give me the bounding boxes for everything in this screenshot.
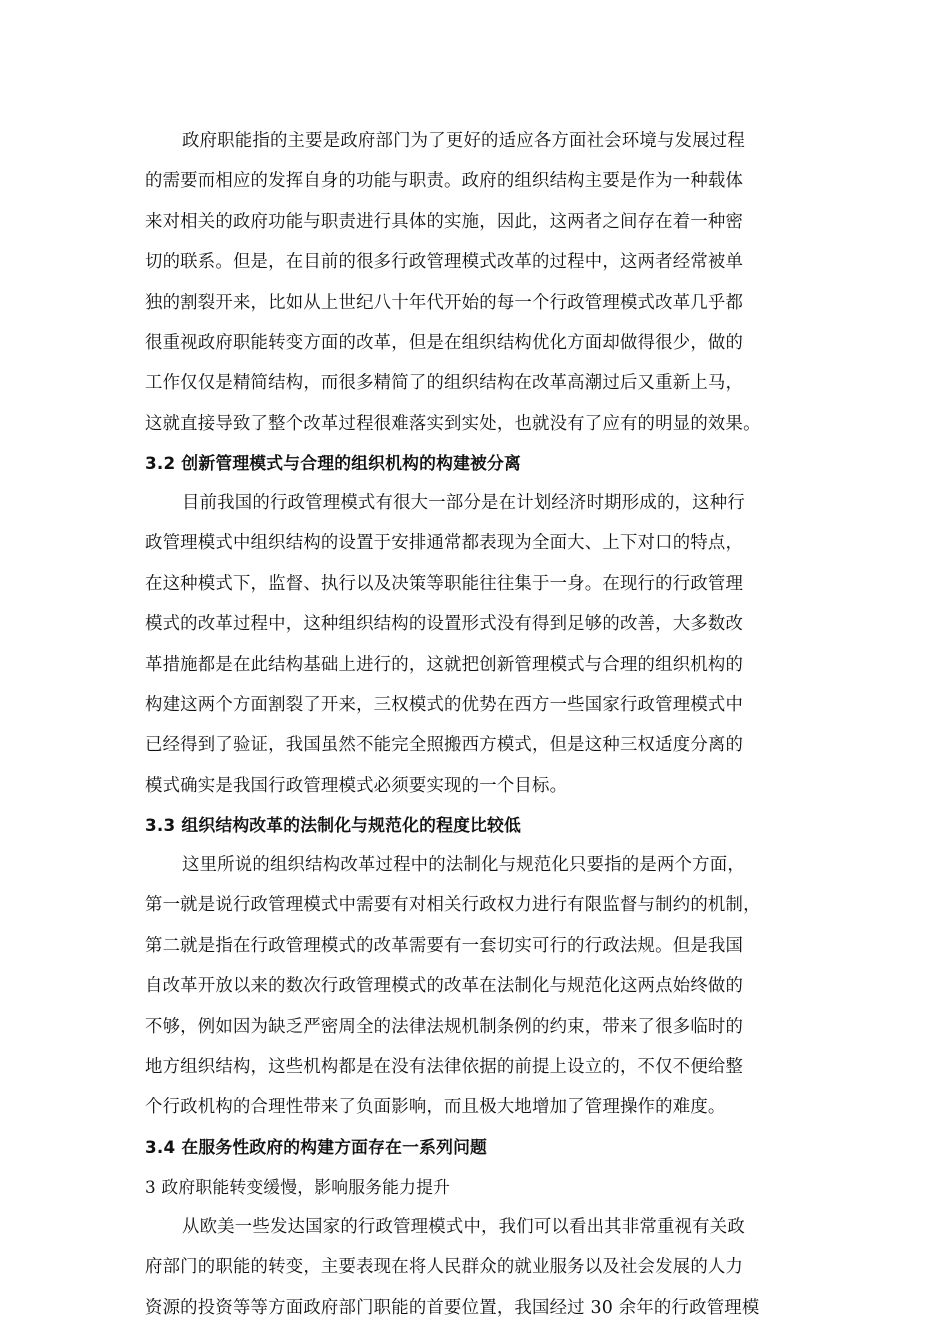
paragraph-3-line-4: 自改革开放以来的数次行政管理模式的改革在法制化与规范化这两点始终做的: [145, 976, 744, 996]
paragraph-1-line-7: 工作仅仅是精简结构，而很多精简了的组织结构在改革高潮过后又重新上马，: [145, 373, 744, 393]
paragraph-2-line-1: 目前我国的行政管理模式有很大一部分是在计划经济时期形成的，这种行: [182, 493, 745, 513]
paragraph-4-line-1: 从欧美一些发达国家的行政管理模式中，我们可以看出其非常重视有关政: [182, 1217, 745, 1237]
paragraph-1-line-4: 切的联系。但是，在目前的很多行政管理模式改革的过程中，这两者经常被单: [145, 252, 744, 272]
subsection-heading-3: 3 政府职能转变缓慢，影响服务能力提升: [145, 1177, 451, 1197]
paragraph-2-line-3: 在这种模式下，监督、执行以及决策等职能往往集于一身。在现行的行政管理: [145, 574, 744, 594]
paragraph-4-line-2: 府部门的职能的转变，主要表现在将人民群众的就业服务以及社会发展的人力: [145, 1257, 744, 1277]
paragraph-3-line-2: 第一就是说行政管理模式中需要有对相关行政权力进行有限监督与制约的机制，: [145, 895, 761, 915]
paragraph-2-line-2: 政管理模式中组织结构的设置于安排通常都表现为全面大、上下对口的特点，: [145, 533, 744, 553]
paragraph-1-line-2: 的需要而相应的发挥自身的功能与职责。政府的组织结构主要是作为一种载体: [145, 171, 744, 191]
paragraph-3-line-3: 第二就是指在行政管理模式的改革需要有一套切实可行的行政法规。但是我国: [145, 936, 744, 956]
paragraph-4-line-3: 资源的投资等等方面政府部门职能的首要位置，我国经过 30 余年的行政管理模: [145, 1298, 760, 1318]
paragraph-2-line-4: 模式的改革过程中，这种组织结构的设置形式没有得到足够的改善，大多数改: [145, 614, 744, 634]
paragraph-3-line-6: 地方组织结构，这些机构都是在没有法律依据的前提上设立的，不仅不便给整: [145, 1057, 744, 1077]
paragraph-1-line-5: 独的割裂开来，比如从上世纪八十年代开始的每一个行政管理模式改革几乎都: [145, 293, 744, 313]
paragraph-2-line-8: 模式确实是我国行政管理模式必须要实现的一个目标。: [145, 776, 568, 796]
section-heading-3-4: 3.4 在服务性政府的构建方面存在一系列问题: [145, 1137, 488, 1157]
paragraph-2-line-5: 革措施都是在此结构基础上进行的，这就把创新管理模式与合理的组织机构的: [145, 655, 744, 675]
paragraph-3-line-5: 不够，例如因为缺乏严密周全的法律法规机制条例的约束，带来了很多临时的: [145, 1017, 744, 1037]
paragraph-2-line-6: 构建这两个方面割裂了开来，三权模式的优势在西方一些国家行政管理模式中: [145, 695, 744, 715]
paragraph-3-line-7: 个行政机构的合理性带来了负面影响，而且极大地增加了管理操作的难度。: [145, 1097, 726, 1117]
paragraph-1-line-1: 政府职能指的主要是政府部门为了更好的适应各方面社会环境与发展过程: [182, 131, 745, 151]
section-heading-3-3: 3.3 组织结构改革的法制化与规范化的程度比较低: [145, 815, 521, 835]
paragraph-3-line-1: 这里所说的组织结构改革过程中的法制化与规范化只要指的是两个方面，: [182, 855, 745, 875]
section-heading-3-2: 3.2 创新管理模式与合理的组织机构的构建被分离: [145, 453, 521, 473]
paragraph-1-line-3: 来对相关的政府功能与职责进行具体的实施，因此，这两者之间存在着一种密: [145, 212, 744, 232]
paragraph-1-line-6: 很重视政府职能转变方面的改革，但是在组织结构优化方面却做得很少，做的: [145, 333, 744, 353]
paragraph-1-line-8: 这就直接导致了整个改革过程很难落实到实处，也就没有了应有的明显的效果。: [145, 414, 761, 434]
paragraph-2-line-7: 已经得到了验证，我国虽然不能完全照搬西方模式，但是这种三权适度分离的: [145, 735, 744, 755]
